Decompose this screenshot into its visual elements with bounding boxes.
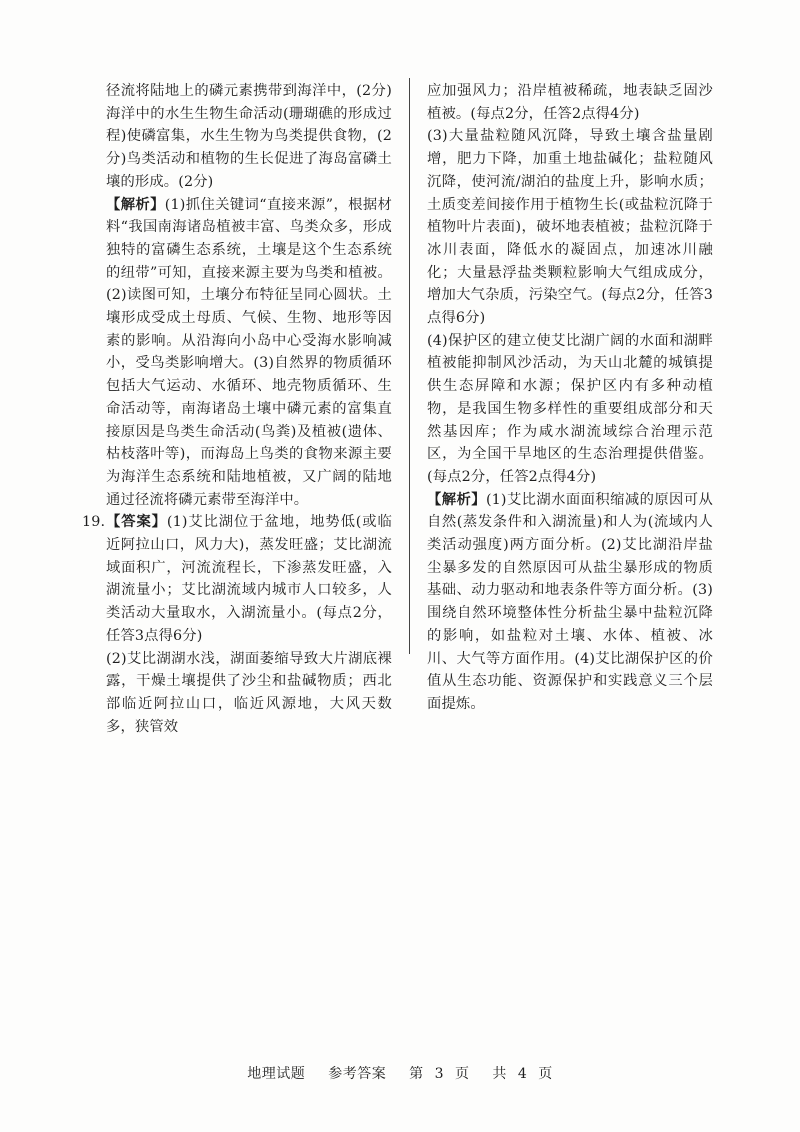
q19-answer — [106, 511, 392, 647]
right-column — [427, 80, 713, 716]
q18-answer-continuation: 径流将陆地上的磷元素携带到海洋中，(2分)海洋中的水生生物生命活动(珊瑚礁的形成过程)使磷富集，水生生物为鸟类提供食物，(2分)鸟类活动和植物的生长促进了海岛富磷土壤的形成。(2分) — [106, 83, 392, 190]
footer-subject: 地理试题 — [247, 1066, 306, 1082]
answer-label: 【答案】 — [106, 514, 167, 531]
q19-analysis — [427, 489, 713, 716]
page-footer — [0, 1063, 800, 1083]
q19-answer-part1: (1)艾比湖位于盆地，地势低(或临近阿拉山口，风力大)，蒸发旺盛；艾比湖流域面积广，河流流程长，下渗蒸发旺盛，入湖流量小；艾比湖流域内城市人口较多，人类活动大量取水，入湖流量小。(每点2分，任答3点得6分) — [106, 514, 392, 644]
footer-page-current: 第 3 页 — [409, 1066, 470, 1082]
question-number: 19. — [82, 514, 106, 531]
q19-part2-continuation: 应加强风力；沿岸植被稀疏，地表缺乏固沙植被。(每点2分，任答2点得4分) — [427, 83, 713, 122]
q19-answer-part2: (2)艾比湖湖水浅，湖面萎缩导致大片湖底裸露，干燥土壤提供了沙尘和盐碱物质；西北部临近阿拉山口，临近风源地，大风天数多，狭管效 — [106, 650, 392, 735]
footer-page-total: 共 4 页 — [492, 1066, 553, 1082]
q19-answer-part4: (4)保护区的建立使艾比湖广阔的水面和湖畔植被能抑制风沙活动，为天山北麓的城镇提供生态屏障和水源；保护区内有多种动植物，是我国生物多样性的重要组成部分和天然基因库；作为咸水湖流域综合治理示范区，为全国干旱地区的生态治理提供借鉴。(每点2分，任答2点得4分) — [427, 332, 713, 485]
analysis-label: 【解析】 — [106, 196, 165, 213]
q19-analysis-text: (1)艾比湖水面面积缩减的原因可从自然(蒸发条件和入湖流量)和人为(流域内人类活动强度)两方面分析。(2)艾比湖沿岸盐尘暴多发的自然原因可从盐尘暴形成的物质基础、动力驱动和地表条件等方面分析。(3)围绕自然环境整体性分析盐尘暴中盐粒沉降的影响，如盐粒对土壤、水体、植被、冰川、大气等方面作用。(4)艾比湖保护区的价值从生态功能、资源保护和实践意义三个层面提炼。 — [427, 491, 713, 712]
left-column — [82, 80, 392, 738]
column-divider — [409, 78, 410, 654]
q18-analysis-text: (1)抓住关键词“直接来源”，根据材料“我国南海诸岛植被丰富、鸟类众多，形成独特的富磷生态系统，土壤是这个生态系统的纽带”可知，直接来源主要为鸟类和植被。(2)读图可知，土壤分布特征呈同心圆状。土壤形成受成土母质、气候、生物、地形等因素的影响。从沿海向小岛中心受海水影响减小，受鸟类影响增大。(3)自然界的物质循环包括大气运动、水循环、地壳物质循环、生命活动等，南海诸岛土壤中磷元素的富集直接原因是鸟类生命活动(鸟粪)及植被(遗体、枯枝落叶等)，而海岛上鸟类的食物来源主要为海洋生态系统和陆地植被，又广阔的陆地通过径流将磷元素带至海洋中。 — [106, 196, 392, 508]
footer-doc-type: 参考答案 — [328, 1066, 387, 1082]
analysis-label: 【解析】 — [427, 491, 486, 508]
q18-analysis — [106, 194, 392, 512]
q19-block — [82, 511, 392, 738]
q19-answer-part3: (3)大量盐粒随风沉降，导致土壤含盐量剧增，肥力下降，加重土地盐碱化；盐粒随风沉降，使河流/湖泊的盐度上升，影响水质；土质变差间接作用于植物生长(或盐粒沉降于植物叶片表面)，破坏地表植被；盐粒沉降于冰川表面，降低水的凝固点，加速冰川融化；大量悬浮盐类颗粒影响大气组成成分，增加大气杂质，污染空气。(每点2分，任答3点得6分) — [427, 128, 713, 327]
